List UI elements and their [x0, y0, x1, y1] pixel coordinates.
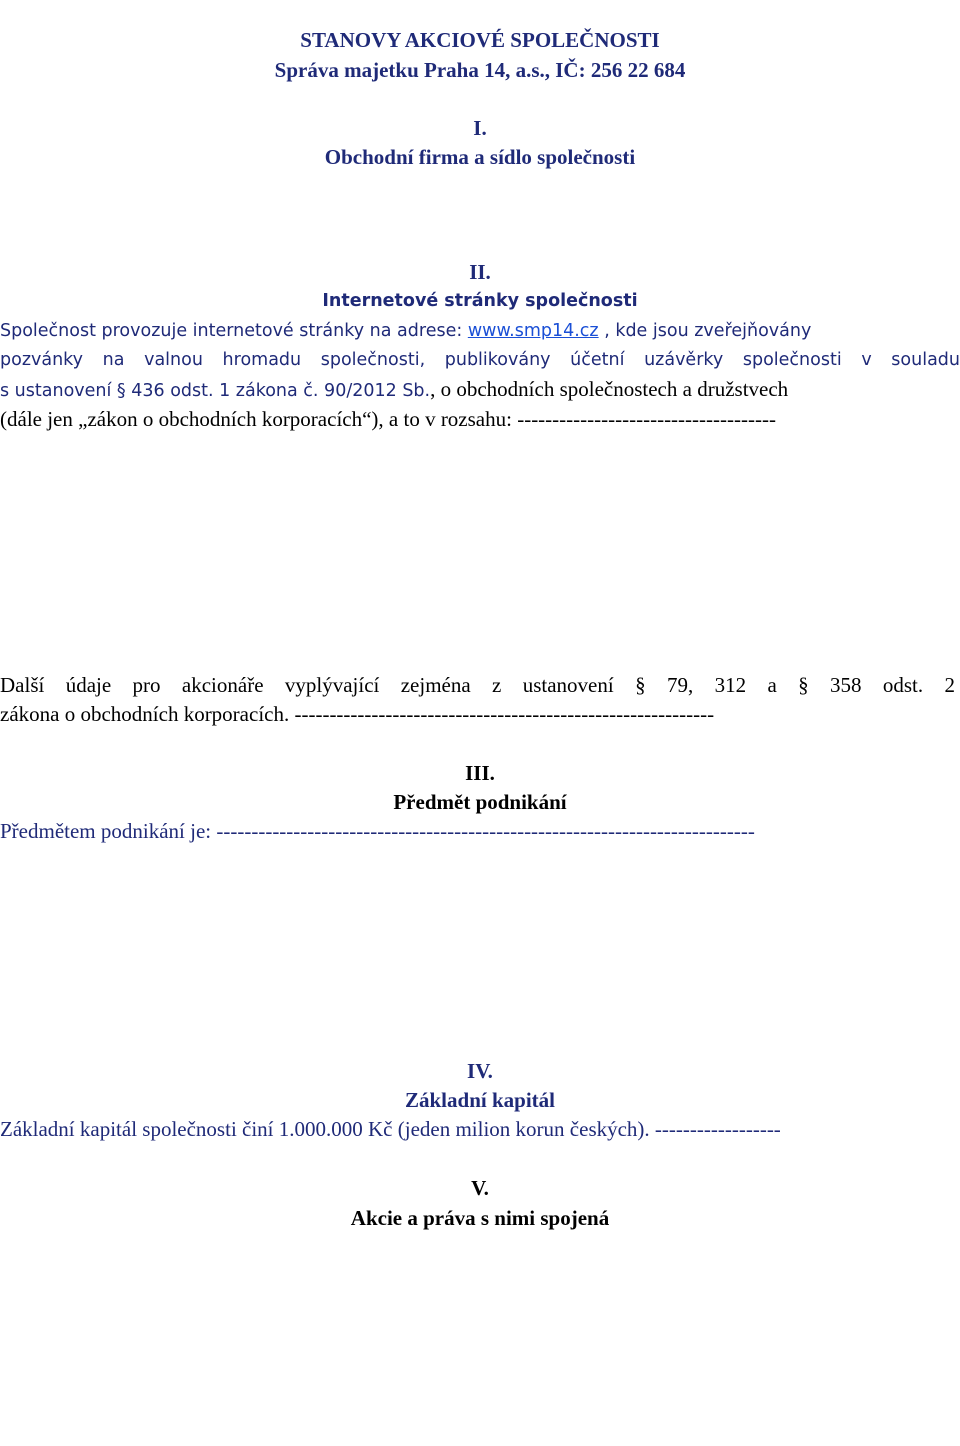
section-2-paragraph-line-3: s ustanovení § 436 odst. 1 zákona č. 90/2012 Sb., o obchodních společnostech a družstvech	[0, 377, 789, 401]
section-2-title: Internetové stránky společnosti	[322, 291, 638, 311]
section-3-number: III.	[465, 761, 495, 785]
zakladni-kapital-text: Základní kapitál společnosti činí 1.000.000 Kč (jeden milion korun českých). ------------------	[0, 1117, 781, 1141]
section-2-paragraph-line-2: pozvánky na valnou hromadu společnosti, publikovány účetní uzávěrky společnosti v souladu	[0, 350, 960, 370]
section-5-title: Akcie a práva s nimi spojená	[350, 1206, 610, 1230]
section-5-number: V.	[471, 1176, 489, 1200]
document-subtitle: Správa majetku Praha 14, a.s., IČ: 256 22 684	[274, 58, 686, 82]
section-1-number: I.	[473, 116, 487, 140]
section-4-number: IV.	[467, 1059, 493, 1083]
predmet-intro: Předmětem podnikání je: -----------------------------------------------------------------------------	[0, 819, 755, 843]
section-2-number: II.	[469, 260, 491, 284]
document-title: STANOVY AKCIOVÉ SPOLEČNOSTI	[300, 28, 660, 52]
section-3-title: Předmět podnikání	[393, 790, 567, 814]
section-2-paragraph-line-1: Společnost provozuje internetové stránky na adrese: www.smp14.cz , kde jsou zveřejňovány	[0, 321, 812, 341]
section-1-title: Obchodní firma a sídlo společnosti	[324, 145, 636, 169]
dalsi-udaje-line-2: zákona o obchodních korporacích. ------------------------------------------------------------	[0, 702, 715, 726]
section-2-paragraph-line-4: (dále jen „zákon o obchodních korporacích“), a to v rozsahu: -------------------------------------	[0, 407, 776, 431]
section-4-title: Základní kapitál	[405, 1088, 555, 1112]
website-link[interactable]: www.smp14.cz	[467, 321, 599, 341]
dalsi-udaje-line-1: Další údaje pro akcionáře vyplývající zejména z ustanovení § 79, 312 a § 358 odst. 2	[0, 673, 955, 697]
